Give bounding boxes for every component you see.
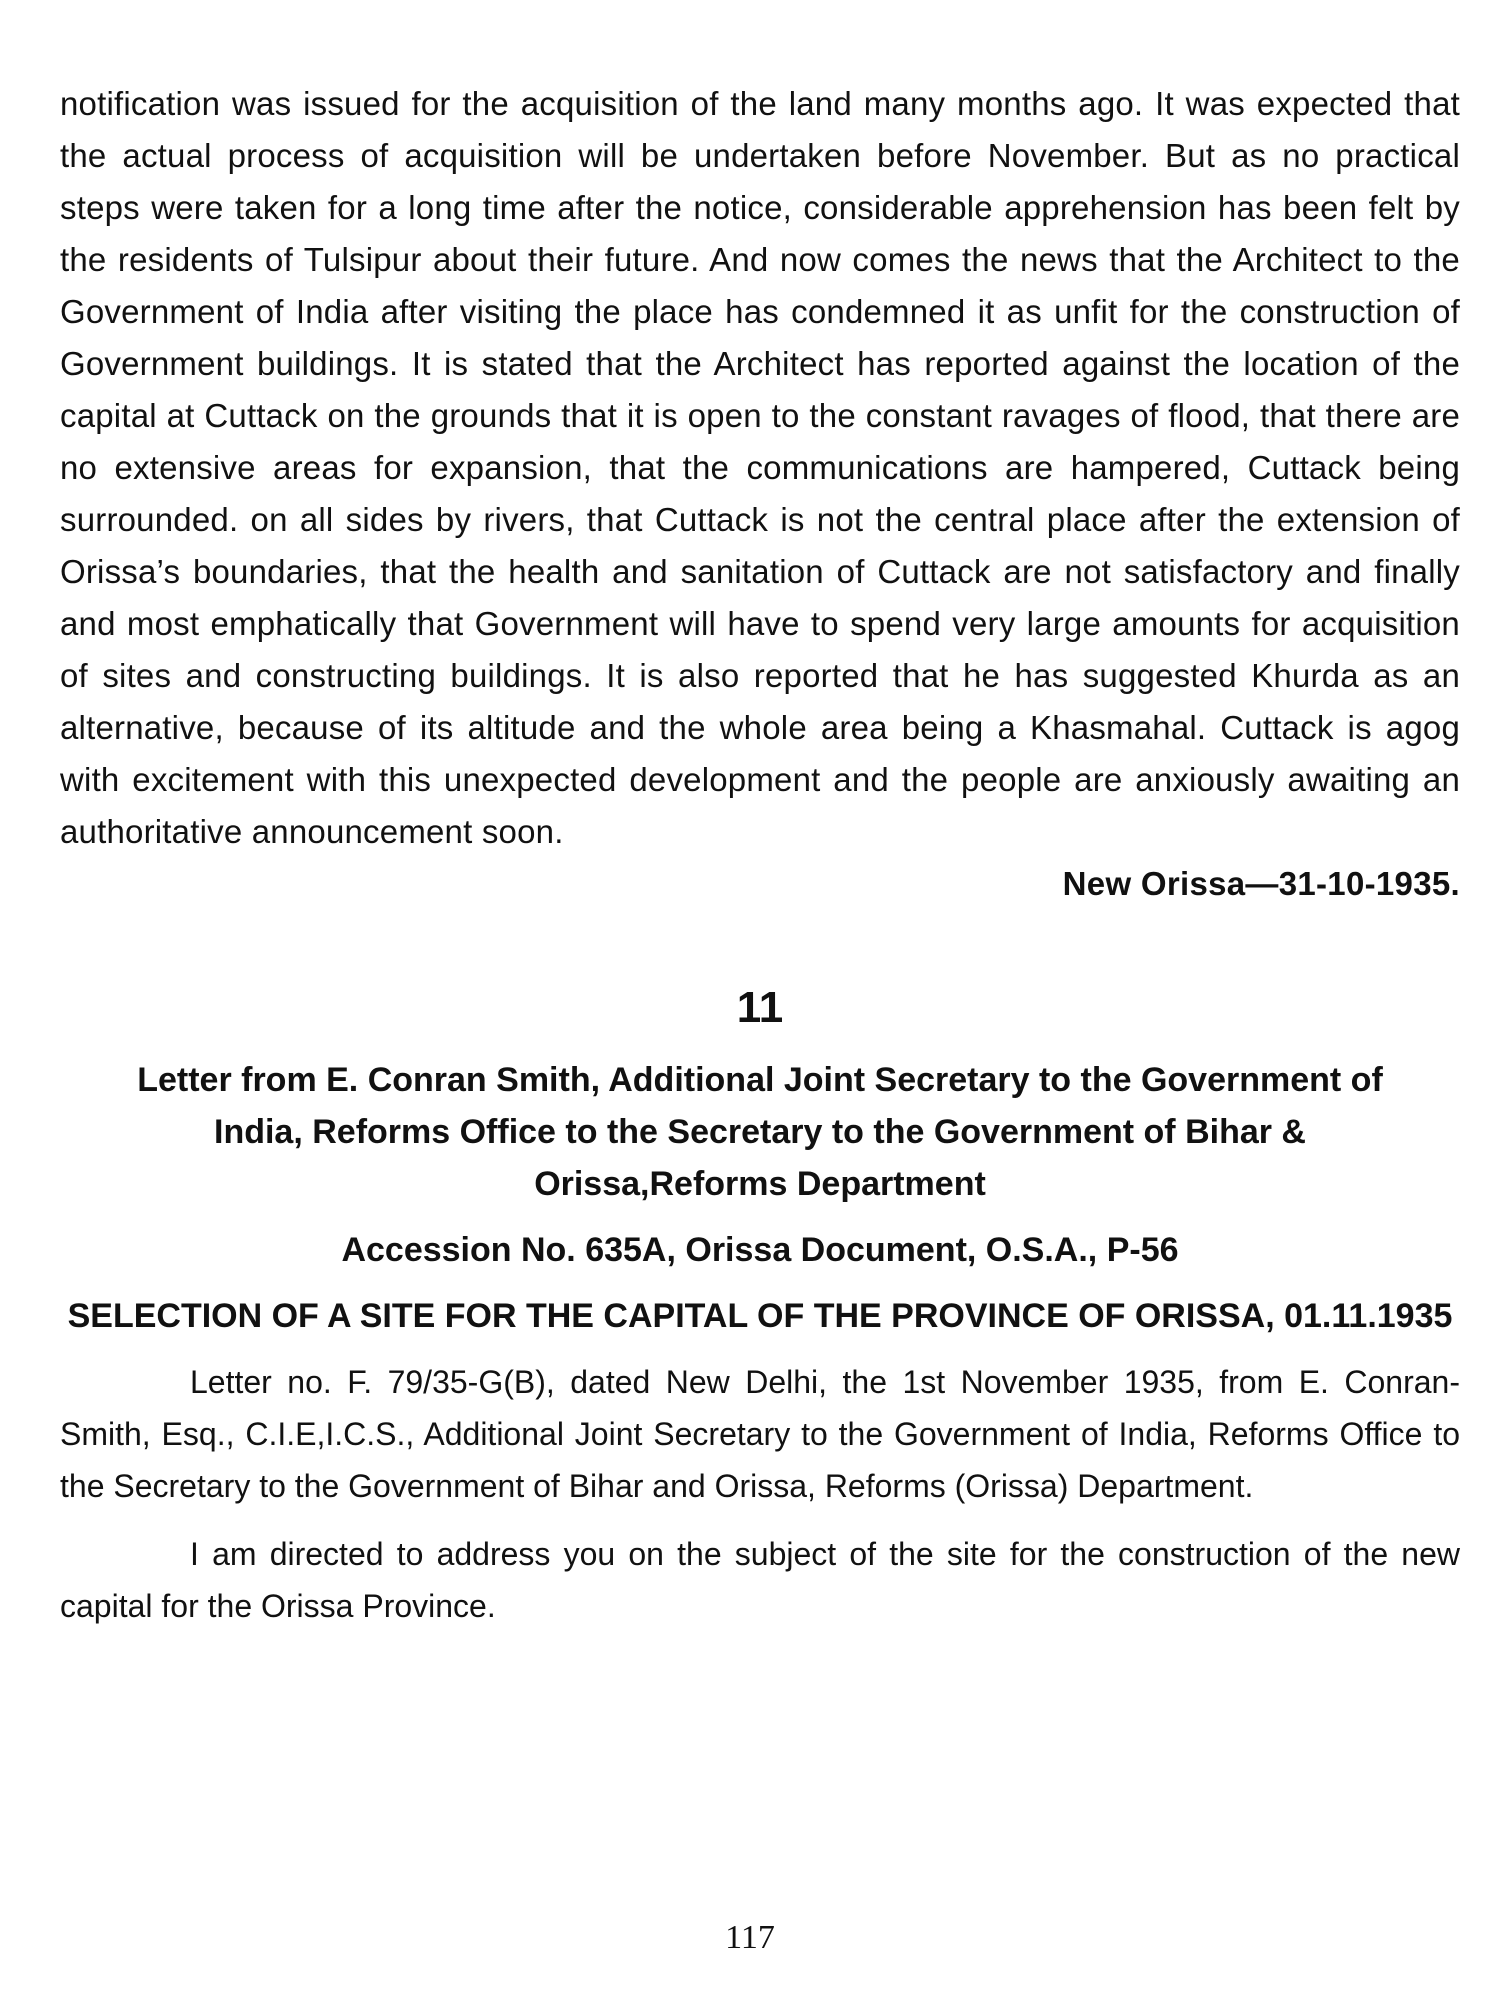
accession-reference: Accession No. 635A, Orissa Document, O.S.A., P-56 [341, 1231, 1179, 1269]
letter-heading: Letter from E. Conran Smith, Additional Joint Secretary to the Government of India, Reforms Office to the Secretary to the Government of Bihar & Orissa,Reforms Department [137, 1061, 1383, 1203]
body-paragraph: notification was issued for the acquisition of the land many months ago. It was expected that the actual process of acquisition will be undertaken before November. But as no practical steps were taken for a long time after the notice, considerable apprehension has been felt by the residents of Tulsipur about their future. And now comes the news that the Architect to the Government of India after visiting the place has condemned it as unfit for the construction of Government buildings. It is stated that the Architect has reported against the location of the capital at Cuttack on the grounds that it is open to the constant ravages of flood, that there are no extensive areas for expansion, that the communications are hampered, Cuttack being surrounded. on all sides by rivers, that Cuttack is not the central place after the extension of Orissa’s boundaries, that the health and sanitation of Cuttack are not satisfactory and finally and most emphatically that Government will have to spend very large amounts for acquisition of sites and constructing buildings. It is also reported that he has suggested Khurda as an alternative, because of its altitude and the whole area being a Khasmahal. Cuttack is agog with excitement with this unexpected development and the people are anxiously awaiting an authoritative announcement soon. [60, 85, 1460, 850]
source-citation: New Orissa—31-10-1935. [1062, 865, 1460, 902]
letter-paragraph-1: Letter no. F. 79/35-G(B), dated New Delhi, the 1st November 1935, from E. Conran-Smith, Esq., C.I.E,I.C.S., Additional Joint Secretary to the Government of India, Reforms Office to the Secretary to the Government of Bihar and Orissa, Reforms (Orissa) Department. [60, 1364, 1460, 1504]
subject-heading: SELECTION OF A SITE FOR THE CAPITAL OF THE PROVINCE OF ORISSA, 01.11.1935 [67, 1297, 1453, 1335]
page-content [60, 78, 1460, 1632]
letter-paragraph-2: I am directed to address you on the subject of the site for the construction of the new capital for the Orissa Province. [60, 1536, 1460, 1624]
document-number: 11 [736, 983, 784, 1032]
page-number: 117 [725, 1919, 775, 1956]
